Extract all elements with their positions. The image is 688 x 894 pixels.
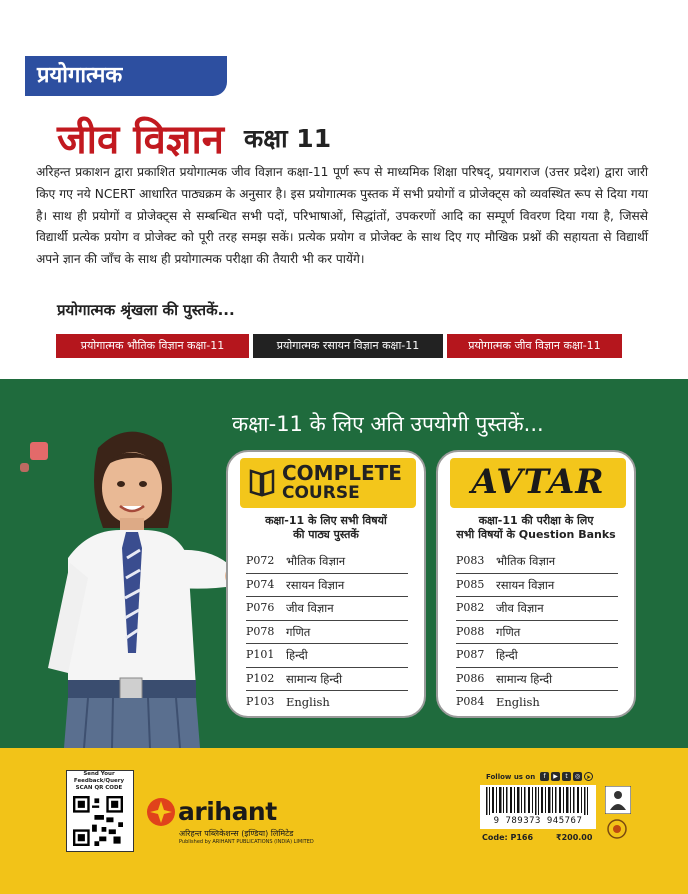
class-label: कक्षा 11 — [244, 124, 332, 153]
series-heading: प्रयोगात्मक श्रृंखला की पुस्तकें... — [57, 301, 235, 319]
book-code: P085 — [456, 577, 485, 591]
student-illustration — [28, 418, 238, 748]
book-title: जीव विज्ञान — [57, 117, 225, 163]
book-code: P083 — [456, 554, 485, 567]
book-name: गणित — [496, 624, 521, 639]
publisher-name: arihant — [178, 797, 277, 826]
complete-course-subtitle-1: कक्षा-11 के लिए सभी विषयों — [265, 514, 387, 527]
avtar-label: AVTAR — [471, 462, 605, 502]
book-code: P072 — [246, 554, 275, 567]
book-name: सामान्य हिन्दी — [286, 671, 343, 686]
barcode-bars — [480, 785, 596, 815]
book-code: P101 — [246, 648, 275, 661]
book-name: हिन्दी — [286, 648, 308, 662]
avtar-subtitle-2: सभी विषयों के Question Banks — [456, 528, 616, 541]
youtube-icon[interactable]: ▶ — [551, 772, 560, 781]
series-book-chemistry: प्रयोगात्मक रसायन विज्ञान कक्षा-11 — [253, 334, 443, 358]
book-name: हिन्दी — [496, 648, 518, 662]
list-item — [456, 621, 618, 645]
complete-course-subtitle-2: की पाठ्य पुस्तकें — [293, 528, 359, 541]
instagram-icon[interactable]: ◎ — [574, 773, 581, 780]
complete-label: COMPLETE — [282, 461, 402, 485]
arihant-logo-icon — [146, 797, 176, 827]
list-item — [456, 691, 618, 714]
book-code: P084 — [456, 695, 485, 708]
book-code: P074 — [246, 577, 275, 591]
book-code: P088 — [456, 624, 485, 638]
book-code: P086 — [456, 671, 485, 685]
twitter-icon[interactable]: t — [562, 772, 571, 781]
list-item — [456, 550, 618, 574]
list-item — [456, 644, 618, 668]
series-book-biology: प्रयोगात्मक जीव विज्ञान कक्षा-11 — [447, 334, 622, 358]
series-tag: प्रयोगात्मक — [25, 56, 227, 96]
list-item — [456, 574, 618, 598]
list-item — [246, 668, 408, 692]
list-item — [246, 691, 408, 714]
certification-mark-icon — [606, 818, 628, 840]
book-code: P102 — [246, 671, 275, 685]
publisher-english-line: Published by ARIHANT PUBLICATIONS (INDIA) LIMITED — [179, 839, 314, 845]
price-label: ₹200.00 — [556, 833, 593, 842]
feedback-caption: Send Your Feedback/Query SCAN QR CODE — [73, 771, 125, 791]
book-name: English — [496, 695, 540, 709]
book-name: भौतिक विज्ञान — [286, 554, 346, 568]
book-code-label: Code: P166 — [482, 833, 534, 842]
course-label: COURSE — [282, 483, 360, 503]
book-name: English — [286, 695, 330, 709]
qr-code-icon[interactable] — [72, 796, 124, 846]
list-item — [246, 574, 408, 598]
book-name: जीव विज्ञान — [496, 601, 544, 615]
book-icon — [248, 468, 276, 498]
avtar-book-list — [456, 550, 618, 714]
deity-logo-icon — [605, 786, 631, 814]
book-code: P103 — [246, 695, 275, 708]
book-code: P082 — [456, 601, 485, 614]
book-name: गणित — [286, 624, 311, 639]
avtar-card — [436, 450, 636, 718]
facebook-icon[interactable]: f — [540, 772, 549, 781]
series-book-physics: प्रयोगात्मक भौतिक विज्ञान कक्षा-11 — [56, 334, 249, 358]
book-name: भौतिक विज्ञान — [496, 554, 556, 568]
book-code: P087 — [456, 648, 485, 661]
recommended-heading: कक्षा-11 के लिए अति उपयोगी पुस्तकें... — [232, 412, 544, 436]
list-item — [246, 597, 408, 621]
book-code: P078 — [246, 624, 275, 638]
list-item — [246, 550, 408, 574]
follow-us-label: Follow us on — [486, 773, 536, 781]
book-name: रसायन विज्ञान — [496, 577, 555, 592]
complete-course-card — [226, 450, 426, 718]
book-name: सामान्य हिन्दी — [496, 671, 553, 686]
book-name: रसायन विज्ञान — [286, 577, 345, 592]
complete-course-book-list — [246, 550, 408, 714]
list-item — [456, 597, 618, 621]
telegram-icon[interactable]: ➤ — [585, 774, 592, 781]
avtar-subtitle-1: कक्षा-11 की परीक्षा के लिए — [478, 514, 594, 527]
list-item — [246, 621, 408, 645]
list-item — [246, 644, 408, 668]
publisher-hindi-name: अरिहन्त पब्लिकेशन्स (इण्डिया) लिमिटेड — [179, 829, 294, 838]
book-name: जीव विज्ञान — [286, 601, 334, 615]
book-description: अरिहन्त प्रकाशन द्वारा प्रकाशित प्रयोगात्मक जीव विज्ञान कक्षा-11 पूर्ण रूप से माध्यमिक शिक्षा परिषद्, प्रयागराज (उत्तर प्रदेश) द्वारा जारी किए गए नये NCERT आधारित पाठ्यक्रम के अनुसार है। इस प्रयोगात्मक पुस्तक में सभी प्रयोगों व प्रोजेक्ट्स को व्यवस्थित रूप से दिया गया है। साथ ही प्रयोगों व प्रोजेक्ट्स से सम्बन्धित सभी पदों, परिभाषाओं, सिद्धांतों, उपकरणों आदि का सम्पूर्ण विवरण दिया गया है, जिससे विद्यार्थी प्रत्येक प्रयोग व प्रोजेक्ट को पूरी तरह समझ सकें। प्रत्येक प्रयोग व प्रोजेक्ट के साथ दिए गए मौखिक प्रश्नों की सहायता से विद्यार्थी अपने ज्ञान की जाँच के साथ ही प्रयोगात्मक परीक्षा की तैयारी भी कर पायेंगे। — [36, 165, 648, 267]
book-code: P076 — [246, 601, 275, 614]
isbn-digits: 9 789373 945767 — [493, 816, 583, 826]
avtar-logo — [450, 458, 626, 508]
list-item — [456, 668, 618, 692]
complete-course-logo — [240, 458, 416, 508]
